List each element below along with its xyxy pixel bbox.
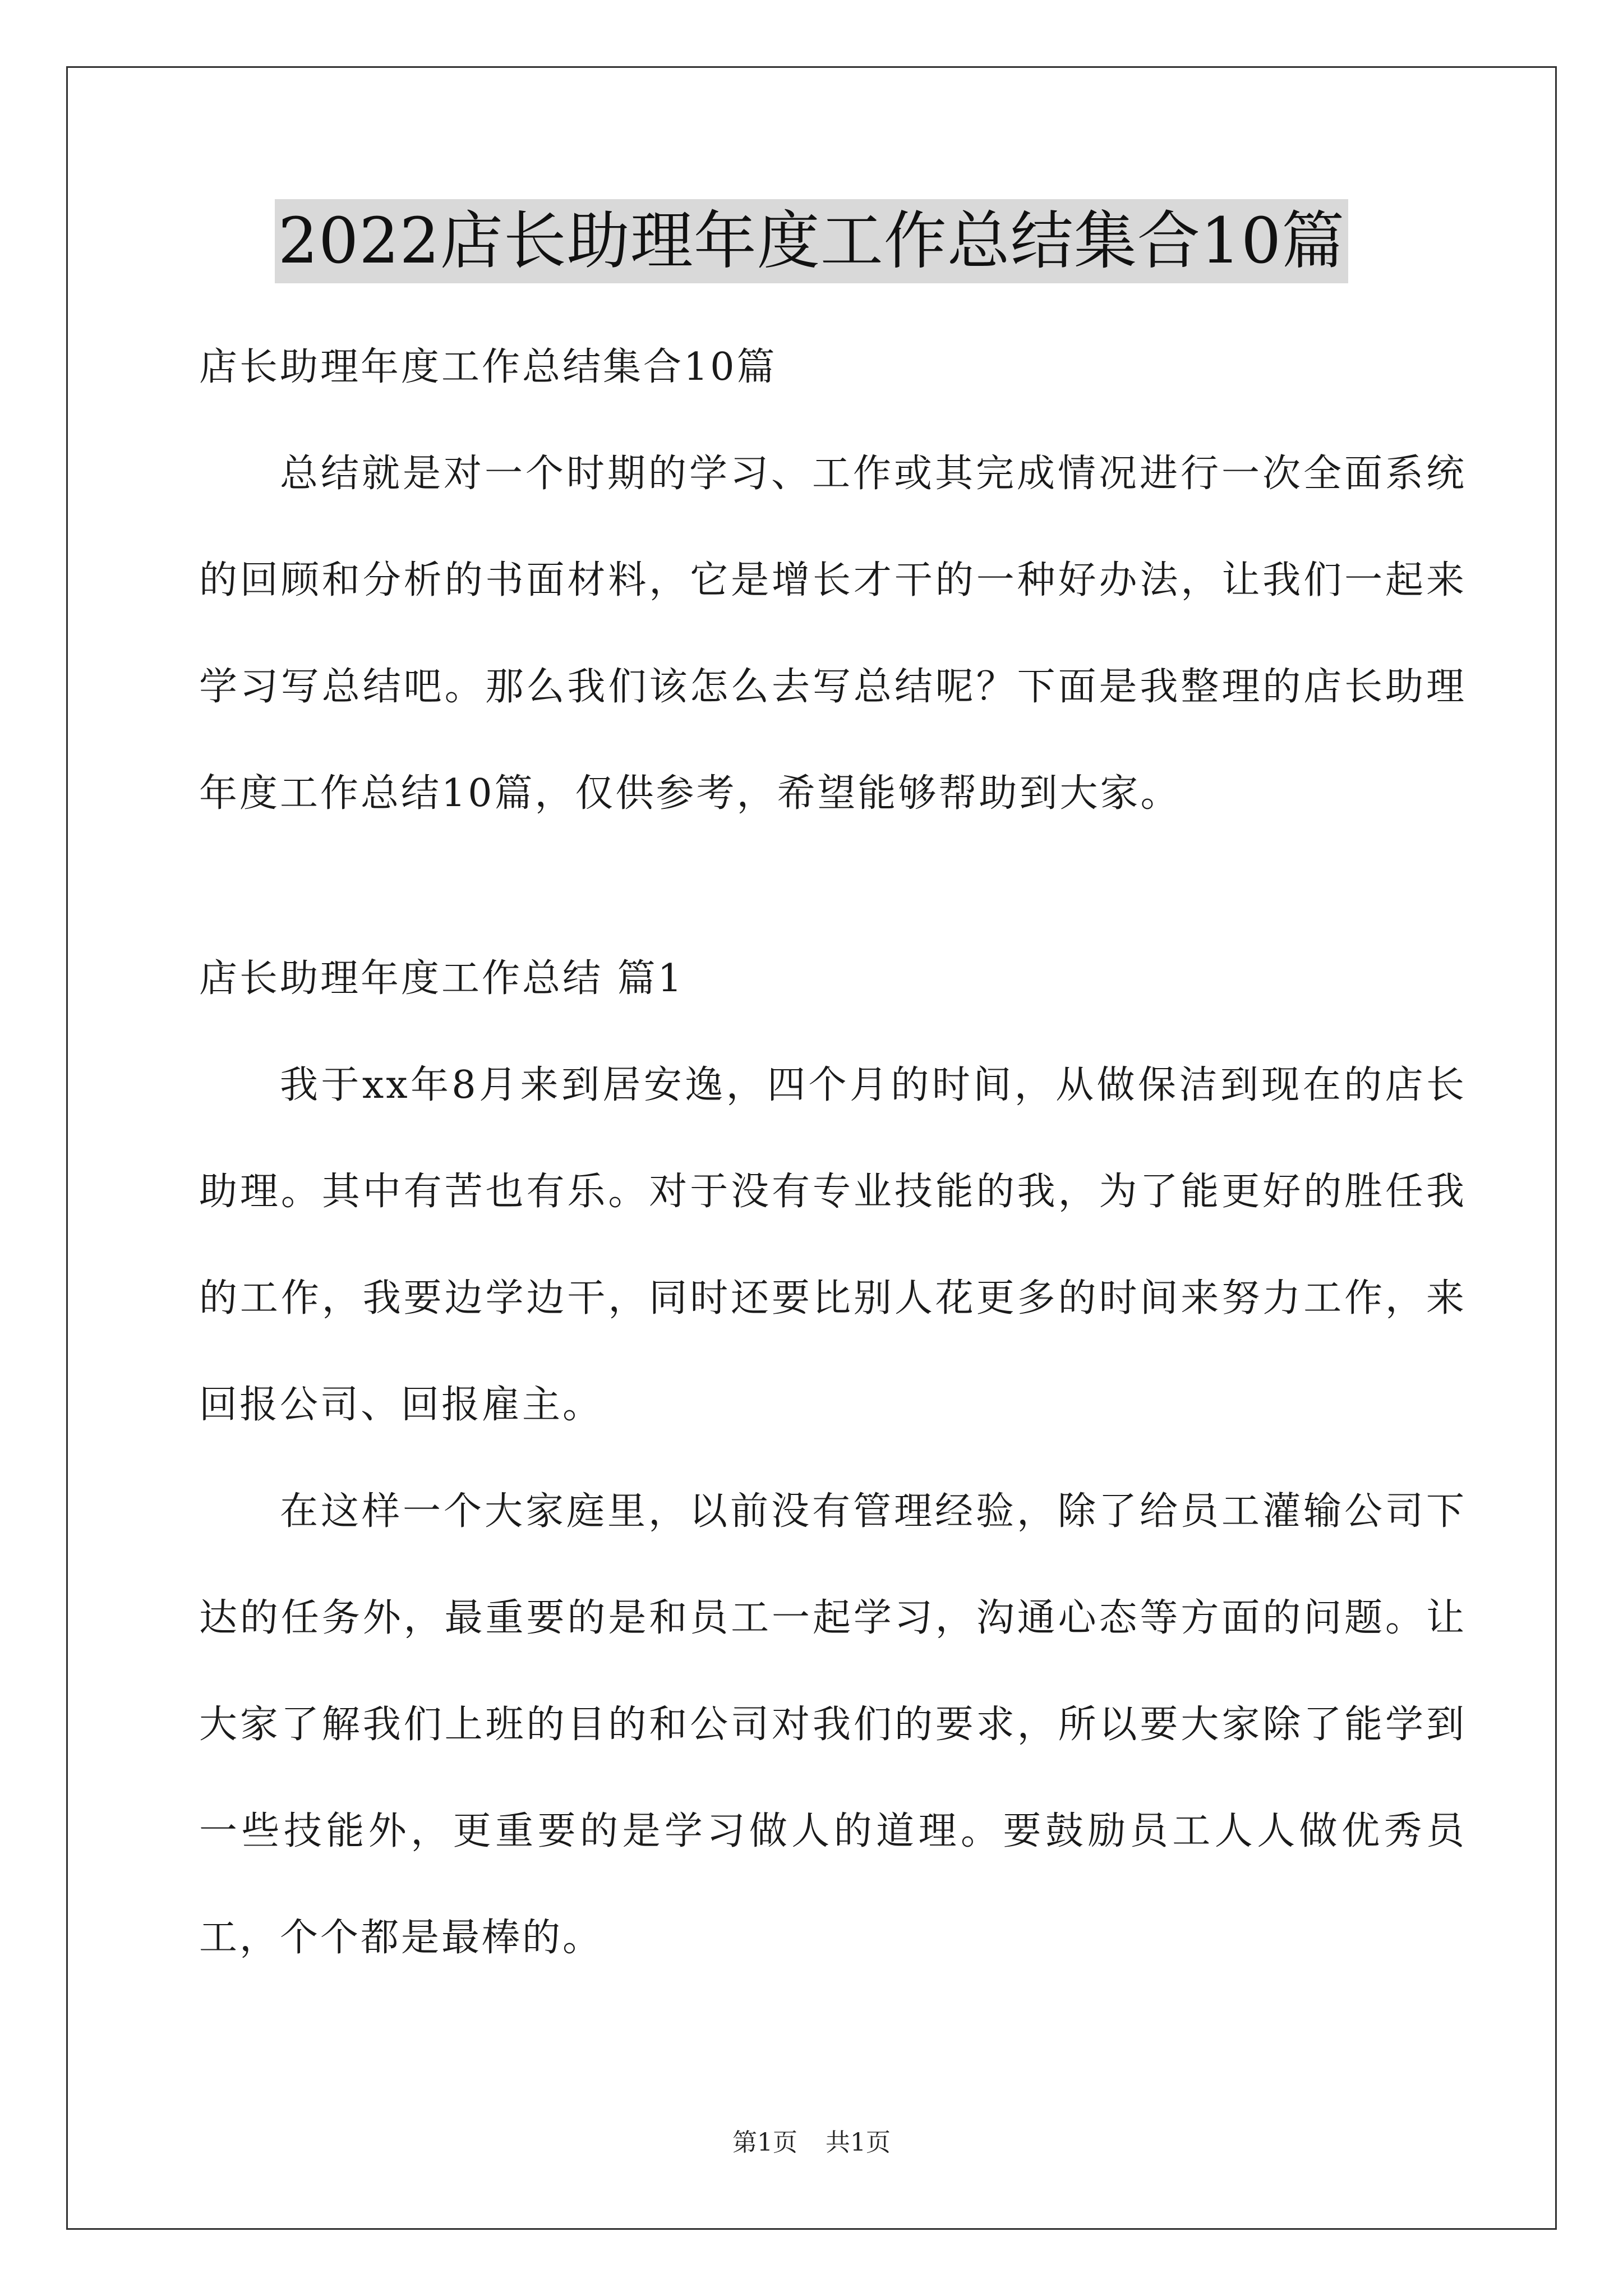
page-count: 共1页 [826,2128,891,2157]
section-spacer [199,847,1467,926]
document-title: 2022店长助理年度工作总结集合10篇 [275,199,1349,283]
body-paragraph: 在这样一个大家庭里，以前没有管理经验，除了给员工灌输公司下达的任务外，最重要的是和员工一起学习，沟通心态等方面的问题。让大家了解我们上班的目的和公司对我们的要求，所以要大家除了能学到一些技能外，更重要的是学习做人的道理。要鼓励员工人人做优秀员工，个个都是最棒的。 [199,1489,1467,1960]
intro-paragraph: 总结就是对一个时期的学习、工作或其完成情况进行一次全面系统的回顾和分析的书面材料，它是增长才干的一种好办法，让我们一起来学习写总结吧。那么我们该怎么去写总结呢？下面是我整理的店长助理年度工作总结10篇，仅供参考，希望能够帮助到大家。 [199,452,1467,816]
document-subtitle: 店长助理年度工作总结集合10篇 [199,345,777,389]
document-body [199,314,1467,1991]
body-paragraph: 我于xx年8月来到居安逸，四个月的时间，从做保洁到现在的店长助理。其中有苦也有乐。对于没有专业技能的我，为了能更好的胜任我的工作，我要边学边干，同时还要比别人花更多的时间来努力工作，来回报公司、回报雇主。 [199,1063,1467,1427]
page-number: 第1页 [732,2128,797,2157]
section-heading: 店长助理年度工作总结 篇1 [199,956,684,1001]
page-footer [0,2126,1623,2160]
title-block [0,199,1623,283]
